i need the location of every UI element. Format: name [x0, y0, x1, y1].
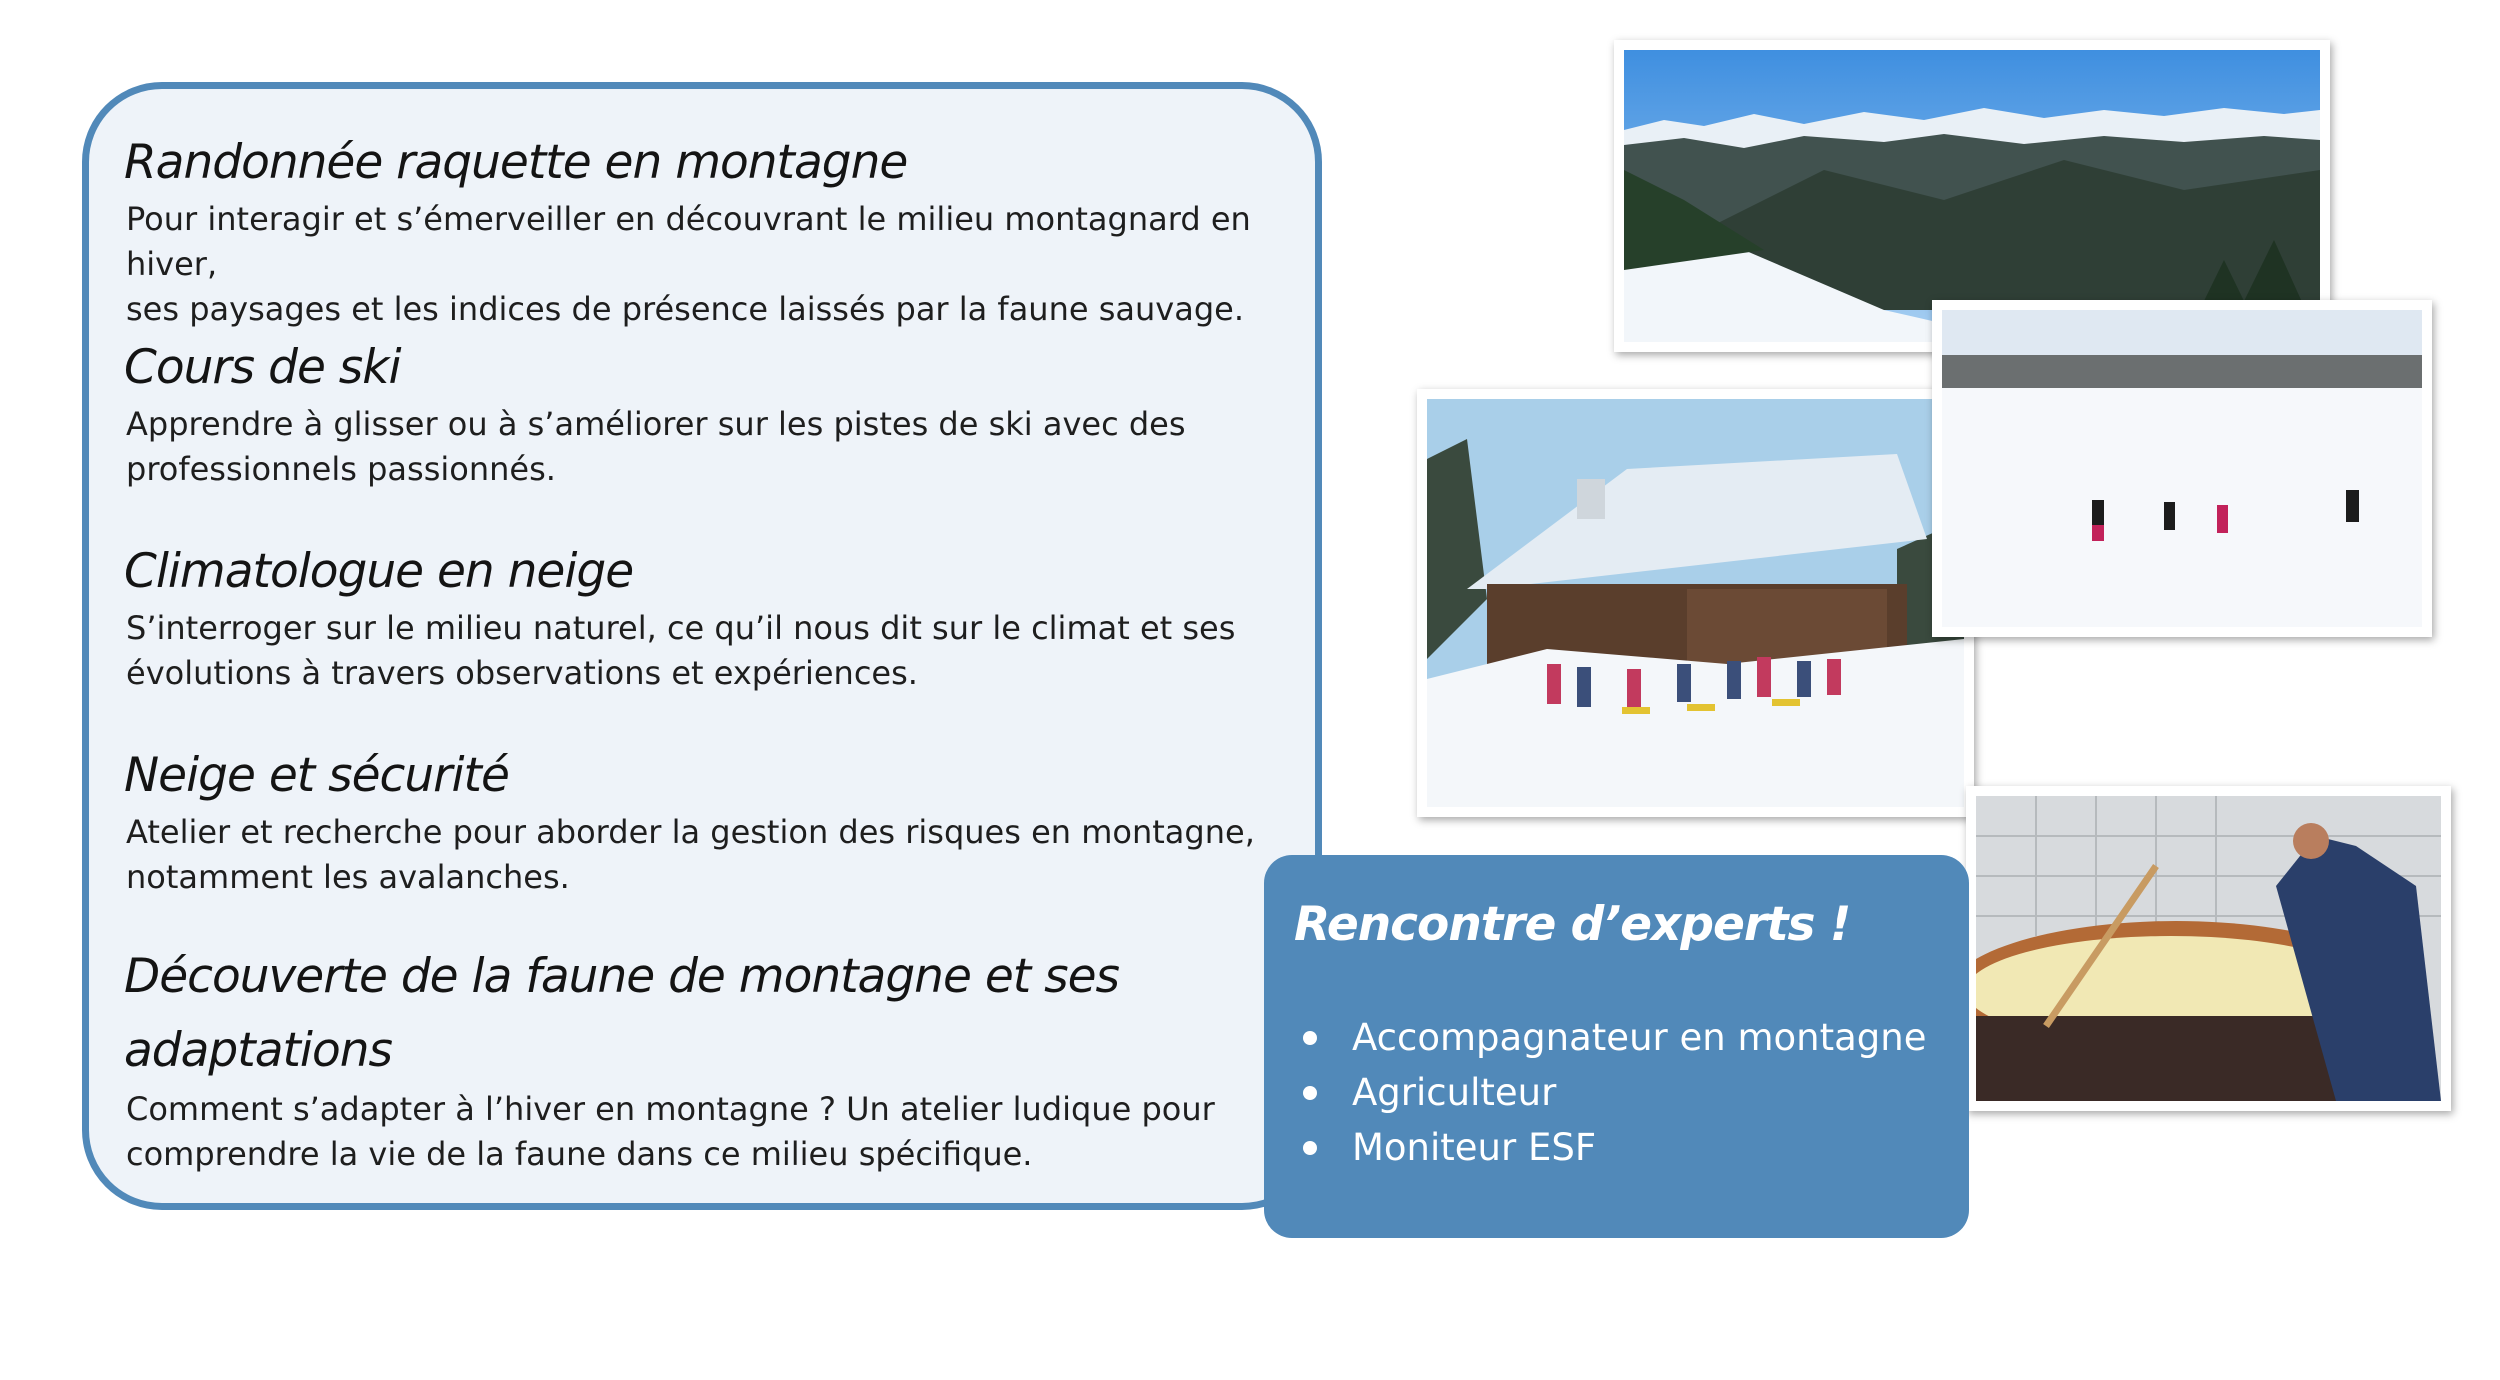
- experts-card: [1264, 855, 1969, 1238]
- experts-list: [1264, 1010, 1926, 1175]
- photo-snow-walk: [1932, 300, 2432, 637]
- list-item: Accompagnateur en montagne: [1264, 1010, 1926, 1065]
- bullet-icon: [1303, 1031, 1317, 1045]
- activity-description-safety: Atelier et recherche pour aborder la gestion des risques en montagne, notamment les avalanches.: [126, 813, 1255, 896]
- activity-title-safety: Neige et sécurité: [124, 748, 509, 803]
- activity-title-snowshoe: Randonnée raquette en montagne: [124, 135, 908, 190]
- activity-description-fauna: Comment s’adapter à l’hiver en montagne ? Un atelier ludique pour comprendre la vie de la faune dans ce milieu spécifique.: [126, 1090, 1215, 1173]
- activity-description-climate: S’interroger sur le milieu naturel, ce qu’il nous dit sur le climat et ses évolutions à travers observations et expériences.: [126, 609, 1236, 692]
- bullet-icon: [1303, 1141, 1317, 1155]
- list-item: Agriculteur: [1264, 1065, 1926, 1120]
- photo-cheese-making: [1966, 786, 2451, 1111]
- activity-title-ski: Cours de ski: [124, 340, 401, 395]
- experts-title: Rencontre d’experts !: [1294, 897, 1851, 952]
- activity-description-snowshoe: Pour interagir et s’émerveiller en découvrant le milieu montagnard en hiver, ses paysages et les indices de présence laissés par la faune sauvage.: [126, 200, 1251, 328]
- bullet-icon: [1303, 1086, 1317, 1100]
- activity-description-ski: Apprendre à glisser ou à s’améliorer sur les pistes de ski avec des professionnels passionnés.: [126, 405, 1186, 488]
- list-item: Moniteur ESF: [1264, 1120, 1926, 1175]
- activity-title-fauna: Découverte de la faune de montagne et ses adaptations: [124, 949, 1119, 1078]
- photo-group-chalet: [1417, 389, 1974, 817]
- activity-title-climate: Climatologue en neige: [124, 544, 634, 599]
